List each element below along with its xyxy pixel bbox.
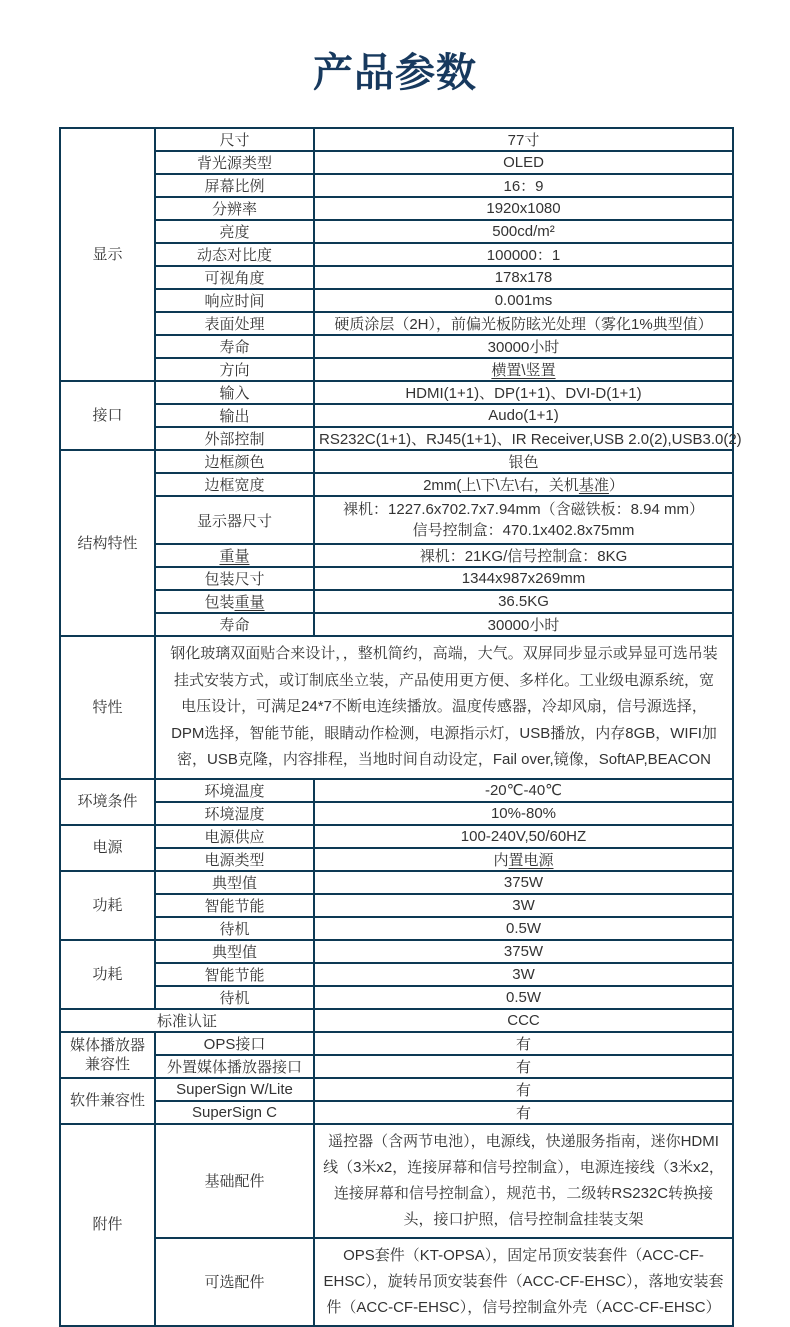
table-row	[60, 940, 733, 963]
group-cell: 接口	[60, 381, 155, 450]
param-cell: 标准认证	[60, 1009, 314, 1032]
param-cell: 重量	[155, 544, 314, 567]
group-cell: 显示	[60, 128, 155, 381]
param-cell: 亮度	[155, 220, 314, 243]
param-cell: 包装尺寸	[155, 567, 314, 590]
value-cell: 500cd/m²	[314, 220, 733, 243]
page-title: 产品参数	[313, 51, 477, 95]
value-cell: 有	[314, 1101, 733, 1124]
param-cell: OPS接口	[155, 1032, 314, 1055]
table-row	[60, 544, 733, 567]
group-cell: 电源	[60, 825, 155, 871]
table-row	[60, 1055, 733, 1078]
group-cell: 功耗	[60, 871, 155, 940]
value-cell: 有	[314, 1078, 733, 1101]
value-cell: 100-240V,50/60HZ	[314, 825, 733, 848]
group-cell: 结构特性	[60, 450, 155, 636]
value-cell: 钢化玻璃双面贴合来设计，，整机简约，高端，大气。双屏同步显示或异显可选吊装挂式安装方式，或订制底坐立装，产品使用更方便、多样化。工业级电源系统，宽电压设计，可满足24*7不断电连续播放。温度传感器，冷却风扇，信号源选择，DPM选择，智能节能，眼睛动作检测，电源指示灯，USB播放，内存8GB，WIFI加密，USB克隆，内容排程，当地时间自动设定，Fail over,镜像，SoftAP,BEACON	[155, 636, 733, 779]
value-cell: 有	[314, 1032, 733, 1055]
table-row	[60, 496, 733, 544]
param-cell: 边框颜色	[155, 450, 314, 473]
table-row	[60, 358, 733, 381]
value-cell: 横置\竖置	[314, 358, 733, 381]
group-cell: 环境条件	[60, 779, 155, 825]
table-row	[60, 174, 733, 197]
param-cell: 环境湿度	[155, 802, 314, 825]
value-cell: 银色	[314, 450, 733, 473]
value-cell: 16：9	[314, 174, 733, 197]
param-cell: 待机	[155, 917, 314, 940]
value-cell: CCC	[314, 1009, 733, 1032]
param-cell: 动态对比度	[155, 243, 314, 266]
param-cell: 背光源类型	[155, 151, 314, 174]
param-cell: 待机	[155, 986, 314, 1009]
group-cell: 特性	[60, 636, 155, 779]
value-cell: 遥控器（含两节电池），电源线，快递服务指南，迷你HDMI线（3米x2，连接屏幕和信号控制盒），电源连接线（3米x2，连接屏幕和信号控制盒），规范书，二级转RS232C转换接头，接口护照，信号控制盒挂装支架	[314, 1124, 733, 1238]
table-row	[60, 128, 733, 151]
param-cell: 基础配件	[155, 1124, 314, 1238]
value-cell: 30000小时	[314, 335, 733, 358]
param-cell: 环境温度	[155, 779, 314, 802]
param-cell: 外部控制	[155, 427, 314, 450]
value-cell: 77寸	[314, 128, 733, 151]
spec-table	[59, 127, 742, 1327]
value-cell: 有	[314, 1055, 733, 1078]
table-row	[60, 917, 733, 940]
value-cell: -20℃-40℃	[314, 779, 733, 802]
value-cell: 36.5KG	[314, 590, 733, 613]
value-cell: 0.5W	[314, 986, 733, 1009]
param-cell: 分辨率	[155, 197, 314, 220]
param-cell: 响应时间	[155, 289, 314, 312]
value-cell: 30000小时	[314, 613, 733, 636]
value-cell: 1920x1080	[314, 197, 733, 220]
table-row	[60, 1101, 733, 1124]
value-cell: OLED	[314, 151, 733, 174]
table-row	[60, 1238, 733, 1326]
table-row	[60, 404, 733, 427]
param-cell: 包装重量	[155, 590, 314, 613]
value-cell: OPS套件（KT-OPSA），固定吊顶安装套件（ACC-CF-EHSC），旋转吊顶安装套件（ACC-CF-EHSC），落地安装套件（ACC-CF-EHSC），信号控制盒外壳（ACC-CF-EHSC）	[314, 1238, 733, 1326]
group-cell: 软件兼容性	[60, 1078, 155, 1124]
table-row	[60, 151, 733, 174]
table-row	[60, 289, 733, 312]
spec-table-body	[60, 128, 742, 1326]
table-row	[60, 335, 733, 358]
param-cell: 尺寸	[155, 128, 314, 151]
value-cell: 375W	[314, 871, 733, 894]
param-cell: 寿命	[155, 335, 314, 358]
table-row	[60, 266, 733, 289]
value-cell: 375W	[314, 940, 733, 963]
value-cell: 178x178	[314, 266, 733, 289]
param-cell: 屏幕比例	[155, 174, 314, 197]
param-cell: 方向	[155, 358, 314, 381]
value-cell: 裸机：1227.6x702.7x7.94mm（含磁铁板：8.94 mm） 信号控制盒：470.1x402.8x75mm	[314, 496, 733, 544]
value-cell: 硬质涂层（2H），前偏光板防眩光处理（雾化1%典型值）	[314, 312, 733, 335]
table-row	[60, 986, 733, 1009]
table-row	[60, 312, 733, 335]
param-cell: 寿命	[155, 613, 314, 636]
table-row	[60, 894, 733, 917]
value-cell: 10%-80%	[314, 802, 733, 825]
param-cell: 智能节能	[155, 894, 314, 917]
value-cell: RS232C(1+1)、RJ45(1+1)、IR Receiver,USB 2.0(2),USB3.0(2)	[314, 427, 733, 450]
value-cell: HDMI(1+1)、DP(1+1)、DVI-D(1+1)	[314, 381, 733, 404]
param-cell: 智能节能	[155, 963, 314, 986]
table-row	[60, 871, 733, 894]
param-cell: 电源类型	[155, 848, 314, 871]
param-cell: 输入	[155, 381, 314, 404]
param-cell: 外置媒体播放器接口	[155, 1055, 314, 1078]
param-cell: 可选配件	[155, 1238, 314, 1326]
param-cell: 典型值	[155, 940, 314, 963]
param-cell: SuperSign W/Lite	[155, 1078, 314, 1101]
table-row	[60, 636, 733, 779]
value-cell: 内置电源	[314, 848, 733, 871]
value-cell: 0.001ms	[314, 289, 733, 312]
group-cell: 功耗	[60, 940, 155, 1009]
value-cell: 裸机：21KG/信号控制盒：8KG	[314, 544, 733, 567]
value-cell: Audo(1+1)	[314, 404, 733, 427]
value-cell: 0.5W	[314, 917, 733, 940]
table-row	[60, 381, 733, 404]
value-cell: 3W	[314, 963, 733, 986]
table-row	[60, 1078, 733, 1101]
table-row	[60, 1009, 733, 1032]
value-cell: 3W	[314, 894, 733, 917]
table-row	[60, 1032, 733, 1055]
param-cell: 表面处理	[155, 312, 314, 335]
table-row	[60, 450, 733, 473]
param-cell: 典型值	[155, 871, 314, 894]
table-row	[60, 243, 733, 266]
table-row	[60, 825, 733, 848]
table-row	[60, 1124, 733, 1238]
group-cell: 附件	[60, 1124, 155, 1326]
table-row	[60, 427, 733, 450]
table-row	[60, 220, 733, 243]
value-cell: 100000：1	[314, 243, 733, 266]
value-cell: 2mm(上\下\左\右，关机基准）	[314, 473, 733, 496]
param-cell: 可视角度	[155, 266, 314, 289]
table-row	[60, 848, 733, 871]
table-row	[60, 473, 733, 496]
table-row	[60, 197, 733, 220]
table-row	[60, 802, 733, 825]
param-cell: 输出	[155, 404, 314, 427]
table-row	[60, 963, 733, 986]
param-cell: 显示器尺寸	[155, 496, 314, 544]
param-cell: SuperSign C	[155, 1101, 314, 1124]
param-cell: 边框宽度	[155, 473, 314, 496]
value-cell: 1344x987x269mm	[314, 567, 733, 590]
group-cell: 媒体播放器 兼容性	[60, 1032, 155, 1078]
table-row	[60, 779, 733, 802]
table-row	[60, 613, 733, 636]
table-row	[60, 590, 733, 613]
param-cell: 电源供应	[155, 825, 314, 848]
table-row	[60, 567, 733, 590]
